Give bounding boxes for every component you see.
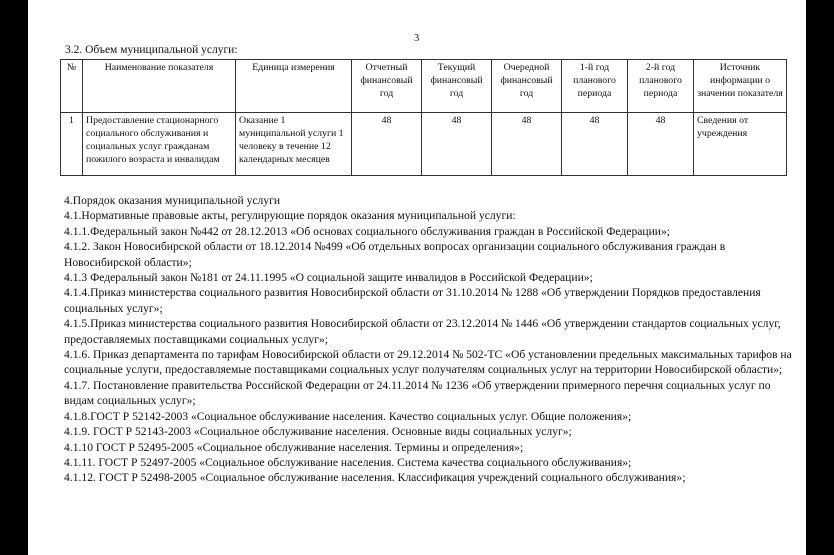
paragraph: 4.Порядок оказания муниципальной услуги: [64, 194, 281, 207]
paragraph: 4.1.Нормативные правовые акты, регулирующие порядок оказания муниципальной услуги:: [64, 209, 516, 223]
info-source: Сведения от учреждения: [694, 113, 787, 176]
paragraph: 4.1.6. Приказ департамента по тарифам Новосибирской области от 29.12.2014 № 502-ТС «Об установлении предельных максимальных тарифов на социальные услуги, предоставляемые поставщиками социальных услуг получателям социальных услуг на территории Новосибирской области»;: [64, 348, 792, 377]
column-header: №: [61, 60, 83, 113]
column-header: Очередной финансовый год: [492, 60, 562, 113]
indicator-name: Предоставление стационарного социального обслуживания и социальных услуг гражданам пожилого возраста и инвалидам: [83, 113, 236, 176]
paragraph: 4.1.9. ГОСТ Р 52143-2003 «Социальное обслуживание населения. Основные виды социальных услуг»;: [64, 425, 572, 439]
column-header: Единица измерения: [236, 60, 352, 113]
plan-year-2-value: 48: [628, 113, 694, 176]
paragraph: 4.1.10 ГОСТ Р 52495-2005 «Социальное обслуживание населения. Термины и определения»;: [64, 440, 524, 454]
paragraph: 4.1.12. ГОСТ Р 52498-2005 «Социальное обслуживание населения. Классификация учреждений социального обслуживания»;: [64, 471, 686, 485]
paragraph: 4.1.8.ГОСТ Р 52142-2003 «Социальное обслуживание населения. Качество социальных услуг. Общие положения»;: [64, 409, 632, 423]
column-header: Отчетный финансовый год: [352, 60, 422, 113]
table-header-row: [61, 60, 787, 113]
column-header: Текущий финансовый год: [422, 60, 492, 113]
service-volume-table: [60, 59, 787, 176]
current-year-value: 48: [422, 113, 492, 176]
column-header: Источник информации о значении показателя: [694, 60, 787, 113]
column-header: Наименование показателя: [83, 60, 236, 113]
document-body: [64, 193, 794, 486]
paragraph: 4.1.3 Федеральный закон №181 от 24.11.1995 «О социальной защите инвалидов в Российской Федерации»;: [64, 271, 593, 285]
document-page: [28, 0, 806, 555]
plan-year-1-value: 48: [562, 113, 628, 176]
page-number: 3: [414, 33, 420, 44]
next-year-value: 48: [492, 113, 562, 176]
paragraph: 4.1.11. ГОСТ Р 52497-2005 «Социальное обслуживание населения. Система качества социального обслуживания»;: [64, 455, 632, 469]
unit-of-measure: Оказание 1 муниципальной услуги 1 человеку в течение 12 календарных месяцев: [236, 113, 352, 176]
paragraph: 4.1.5.Приказ министерства социального развития Новосибирской области от 23.12.2014 № 1446 «Об утверждении стандартов социальных услуг, предоставляемых поставщиками социальных услуг»;: [64, 317, 781, 346]
paragraph: 4.1.7. Постановление правительства Российской Федерации от 24.11.2014 № 1236 «Об утверждении примерного перечня социальных услуг по видам социальных услуг»;: [64, 378, 771, 408]
paragraph: 4.1.4.Приказ министерства социального развития Новосибирской области от 31.10.2014 № 1288 «Об утверждении Порядков предоставления социальных услуг»;: [64, 286, 761, 315]
paragraph: 4.1.2. Закон Новосибирской области от 18.12.2014 №499 «Об отдельных вопросах организации социального обслуживания граждан в Новосибирской области»;: [64, 240, 726, 269]
table-row: [61, 113, 787, 176]
column-header: 2-й год планового периода: [628, 60, 694, 113]
section-title: 3.2. Объем муниципальной услуги:: [65, 44, 238, 56]
paragraph: 4.1.1.Федеральный закон №442 от 28.12.2013 «Об основах социального обслуживания граждан в Российской Федерации»;: [64, 224, 671, 238]
column-header: 1-й год планового периода: [562, 60, 628, 113]
row-number: 1: [61, 113, 83, 176]
reporting-year-value: 48: [352, 113, 422, 176]
